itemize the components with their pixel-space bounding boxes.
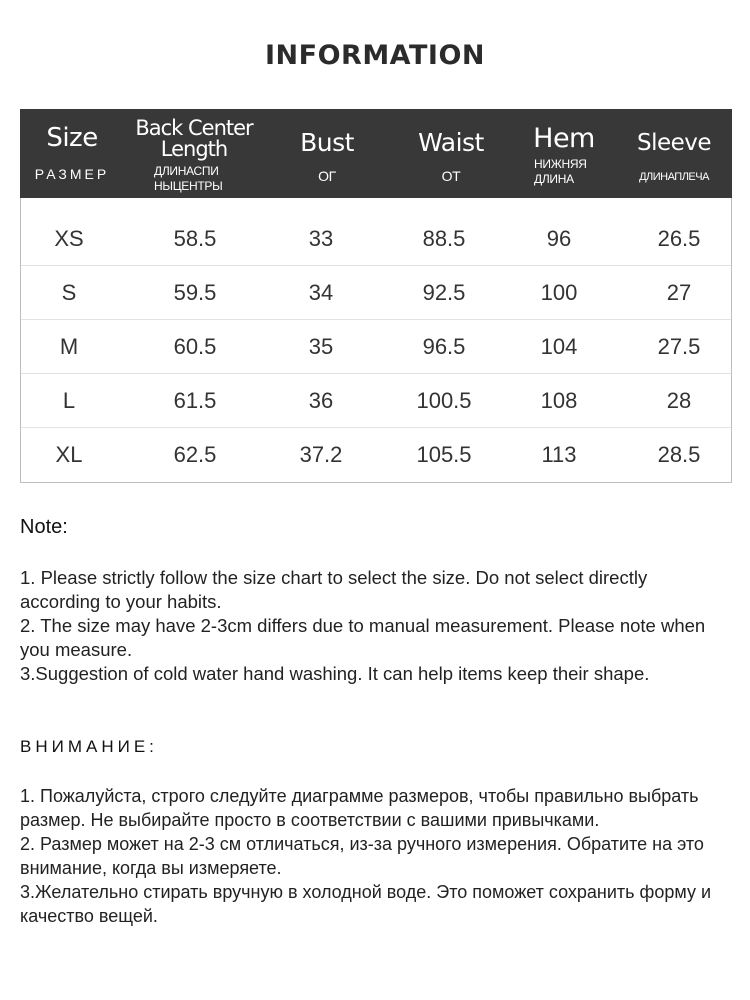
table-cell-back-center-length: 61.5 <box>173 388 217 413</box>
header-bust-label: Bust <box>300 128 354 157</box>
header-waist <box>390 109 512 198</box>
table-header <box>20 109 732 198</box>
table-cell-bust: 35 <box>308 334 334 359</box>
table-cell-back-center-length: 58.5 <box>173 226 217 251</box>
attention-list <box>20 784 720 928</box>
table-cell-waist: 92.5 <box>422 280 466 305</box>
table-cell-sleeve: 26.5 <box>657 226 701 251</box>
table-row <box>21 320 731 374</box>
table-cell-bust: 36 <box>308 388 334 413</box>
header-size <box>20 109 124 198</box>
table-cell-size: M <box>59 334 79 359</box>
table-cell-bust: 33 <box>308 226 334 251</box>
table-cell-size: S <box>61 280 77 305</box>
table-cell-size: XL <box>55 442 83 467</box>
table-cell-waist: 100.5 <box>416 388 472 413</box>
table-cell-bust: 34 <box>308 280 334 305</box>
table-cell-waist: 105.5 <box>416 442 472 467</box>
header-back-center-length-label: Back Center Length <box>135 116 253 161</box>
table-cell-waist: 88.5 <box>422 226 466 251</box>
header-back-center-length <box>124 109 264 198</box>
table-row <box>21 266 731 320</box>
header-sleeve <box>616 109 732 198</box>
attention-item: 2. Размер может на 2-3 см отличаться, из-за ручного измерения. Обратите на это внимание, когда вы измеряете. <box>20 834 704 878</box>
table-cell-back-center-length: 60.5 <box>173 334 217 359</box>
page-title: INFORMATION <box>264 40 485 71</box>
header-sleeve-sublabel: ДЛИНАПЛЕЧА <box>639 171 709 183</box>
table-row <box>21 212 731 266</box>
header-hem-label: Hem <box>533 123 595 154</box>
table-cell-sleeve: 28 <box>666 388 692 413</box>
header-back-center-length-sublabel: ДЛИНАСПИ НЫЦЕНТРЫ <box>154 164 223 193</box>
attention-heading: ВНИМАНИЕ: <box>20 737 158 756</box>
table-cell-sleeve: 27.5 <box>657 334 701 359</box>
table-cell-sleeve: 28.5 <box>657 442 701 467</box>
attention-item: 1. Пожалуйста, строго следуйте диаграмме размеров, чтобы правильно выбрать размер. Не выбирайте просто в соответствии с вашими привычками. <box>20 786 699 830</box>
note-heading: Note: <box>20 516 68 538</box>
header-waist-sublabel: ОТ <box>441 168 461 184</box>
header-hem-sublabel: НИЖНЯЯ ДЛИНА <box>534 157 587 186</box>
table-row <box>21 374 731 428</box>
table-cell-bust: 37.2 <box>299 442 343 467</box>
table-cell-hem: 96 <box>546 226 572 251</box>
note-item: 1. Please strictly follow the size chart to select the size. Do not select directly according to your habits. <box>20 567 648 612</box>
table-cell-sleeve: 27 <box>666 280 692 305</box>
header-hem <box>512 109 616 198</box>
note-item: 3.Suggestion of cold water hand washing. It can help items keep their shape. <box>20 663 650 684</box>
note-list <box>20 566 720 686</box>
note-item: 2. The size may have 2-3cm differs due to manual measurement. Please note when you measure. <box>20 615 706 660</box>
table-cell-size: XS <box>54 226 84 251</box>
header-size-sublabel: РАЗМЕР <box>34 166 110 182</box>
table-cell-hem: 108 <box>540 388 578 413</box>
header-bust-sublabel: ОГ <box>318 168 336 184</box>
attention-item: 3.Желательно стирать вручную в холодной воде. Это поможет сохранить форму и качество вещей. <box>20 882 712 926</box>
table-cell-hem: 104 <box>540 334 578 359</box>
table-cell-hem: 100 <box>540 280 578 305</box>
header-bust <box>264 109 390 198</box>
table-cell-size: L <box>62 388 76 413</box>
table-cell-hem: 113 <box>541 442 577 467</box>
table-row <box>21 428 731 482</box>
table-cell-back-center-length: 62.5 <box>173 442 217 467</box>
size-chart-table <box>20 109 732 483</box>
header-size-label: Size <box>46 123 98 153</box>
header-waist-label: Waist <box>418 128 484 157</box>
header-sleeve-label: Sleeve <box>636 130 712 156</box>
table-cell-waist: 96.5 <box>422 334 466 359</box>
table-cell-back-center-length: 59.5 <box>173 280 217 305</box>
